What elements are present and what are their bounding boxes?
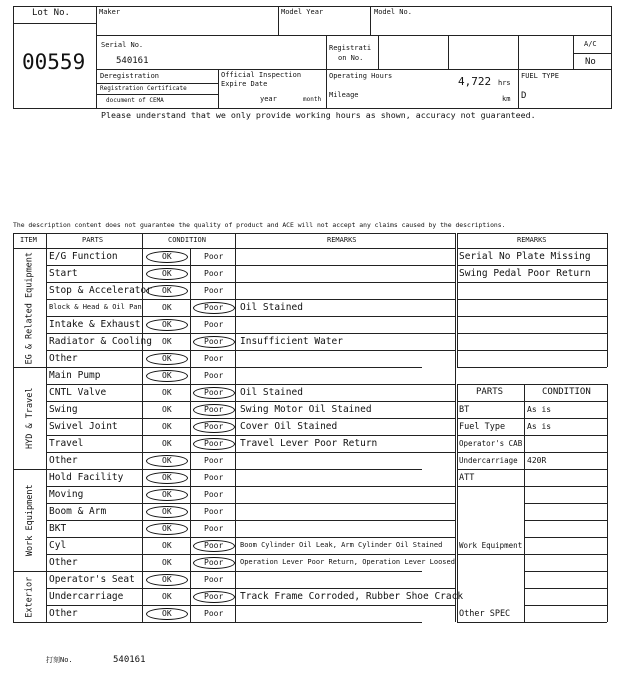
part-name: Start xyxy=(49,268,78,279)
stamp-label: 打刻No. xyxy=(46,656,73,664)
remark-text: Oil Stained xyxy=(240,387,303,398)
poor-option: Poor xyxy=(204,490,224,499)
remark-text: Cover Oil Stained xyxy=(240,421,338,432)
poor-selected-circle xyxy=(193,421,235,433)
part-name: Other xyxy=(49,608,78,619)
col-item-header: ITEM xyxy=(20,236,37,244)
km-unit: km xyxy=(502,95,511,103)
ok-option: OK xyxy=(162,575,172,584)
ok-option: OK xyxy=(162,252,172,261)
fuel-type-label: FUEL TYPE xyxy=(521,72,559,80)
right-part-name: Other SPEC xyxy=(459,609,511,619)
part-name: BKT xyxy=(49,523,67,534)
poor-option: Poor xyxy=(204,337,224,346)
poor-option: Poor xyxy=(204,422,224,431)
reg-certificate-label: Registration Certificate xyxy=(100,85,187,92)
ok-selected-circle xyxy=(146,489,188,501)
part-name: Other xyxy=(49,557,78,568)
ok-selected-circle xyxy=(146,285,188,297)
model-year-label: Model Year xyxy=(281,8,324,16)
right-condition-value: As is xyxy=(527,405,552,414)
inspection-label-2: Expire Date xyxy=(221,80,268,88)
ok-option: OK xyxy=(162,303,172,312)
part-name: Swing xyxy=(49,404,78,415)
part-name: E/G Function xyxy=(49,251,118,262)
right-condition-value: As is xyxy=(527,422,552,431)
poor-selected-circle xyxy=(193,438,235,450)
poor-option: Poor xyxy=(204,507,224,516)
right-part-name: ATT xyxy=(459,473,475,483)
right-parts-header: PARTS xyxy=(476,387,504,397)
ok-option: OK xyxy=(162,286,172,295)
category-label: Exterior xyxy=(24,576,35,618)
right-remarks-header: REMARKS xyxy=(517,236,547,244)
remark-text: Track Frame Corroded, Rubber Shoe Crack xyxy=(240,591,464,602)
year-label: year xyxy=(260,95,277,103)
ok-option: OK xyxy=(162,609,172,618)
poor-option: Poor xyxy=(204,354,224,363)
right-condition-header: CONDITION xyxy=(542,387,591,397)
part-name: Cyl xyxy=(49,540,67,551)
col-parts-header: PARTS xyxy=(82,236,104,244)
remark-text: Insufficient Water xyxy=(240,336,343,347)
ok-option: OK xyxy=(162,558,172,567)
ok-option: OK xyxy=(162,269,172,278)
part-name: Travel xyxy=(49,438,84,449)
poor-option: Poor xyxy=(204,456,224,465)
cema-label: document of CEMA xyxy=(106,97,164,104)
poor-option: Poor xyxy=(204,524,224,533)
poor-selected-circle xyxy=(193,557,235,569)
right-part-name: Fuel Type xyxy=(459,422,506,432)
ok-selected-circle xyxy=(146,319,188,331)
mileage-label: Mileage xyxy=(329,91,359,99)
poor-option: Poor xyxy=(204,388,224,397)
poor-option: Poor xyxy=(204,473,224,482)
ok-selected-circle xyxy=(146,574,188,586)
poor-selected-circle xyxy=(193,387,235,399)
ok-selected-circle xyxy=(146,523,188,535)
ac-label: A/C xyxy=(584,40,597,48)
poor-option: Poor xyxy=(204,371,224,380)
hrs-unit: hrs xyxy=(498,79,511,87)
remark-text: Swing Motor Oil Stained xyxy=(240,404,372,415)
operating-hours-value: 4,722 xyxy=(458,75,492,88)
right-remark-text: Serial No Plate Missing xyxy=(459,251,591,262)
poor-selected-circle xyxy=(193,404,235,416)
poor-selected-circle xyxy=(193,302,235,314)
poor-selected-circle xyxy=(193,336,235,348)
poor-option: Poor xyxy=(204,320,224,329)
ok-selected-circle xyxy=(146,472,188,484)
part-name: Other xyxy=(49,353,78,364)
poor-option: Poor xyxy=(204,558,224,567)
category-label: HYD & Travel xyxy=(24,387,35,449)
poor-option: Poor xyxy=(204,592,224,601)
part-name: Block & Head & Oil Pan xyxy=(49,303,142,311)
ok-selected-circle xyxy=(146,608,188,620)
ok-option: OK xyxy=(162,507,172,516)
stamp-value: 540161 xyxy=(113,655,146,665)
part-name: Radiator & Cooling xyxy=(49,336,152,347)
poor-option: Poor xyxy=(204,439,224,448)
category-label: Work Equipment xyxy=(24,484,35,557)
inspection-label: Official Inspection xyxy=(221,71,302,79)
ok-option: OK xyxy=(162,524,172,533)
maker-label: Maker xyxy=(99,8,121,16)
part-name: Hold Facility xyxy=(49,472,124,483)
serial-value: 540161 xyxy=(116,56,149,66)
remark-text: Boom Cylinder Oil Leak, Arm Cylinder Oil Stained xyxy=(240,541,443,549)
part-name: Operator's Seat xyxy=(49,574,135,585)
ok-option: OK xyxy=(162,592,172,601)
ok-selected-circle xyxy=(146,455,188,467)
poor-option: Poor xyxy=(204,405,224,414)
part-name: Swivel Joint xyxy=(49,421,118,432)
ok-option: OK xyxy=(162,473,172,482)
ok-selected-circle xyxy=(146,353,188,365)
lot-label: Lot No. xyxy=(32,8,70,18)
remark-text: Oil Stained xyxy=(240,302,303,313)
right-part-name: Work Equipment xyxy=(459,541,523,550)
right-condition-value: 420R xyxy=(527,456,547,465)
ok-option: OK xyxy=(162,388,172,397)
ok-option: OK xyxy=(162,337,172,346)
disclaimer: The description content does not guarantee the quality of product and ACE will not accept any claims caused by the descriptions. xyxy=(13,221,506,229)
part-name: Other xyxy=(49,455,78,466)
ok-option: OK xyxy=(162,490,172,499)
ok-option: OK xyxy=(162,354,172,363)
ac-value: No xyxy=(585,57,596,67)
poor-selected-circle xyxy=(193,540,235,552)
ok-selected-circle xyxy=(146,506,188,518)
poor-selected-circle xyxy=(193,591,235,603)
part-name: Moving xyxy=(49,489,84,500)
part-name: Intake & Exhaust xyxy=(49,319,141,330)
remark-text: Operation Lever Poor Return, Operation Lever Loosed xyxy=(240,558,455,566)
poor-option: Poor xyxy=(204,575,224,584)
poor-option: Poor xyxy=(204,286,224,295)
month-label: month xyxy=(303,96,322,103)
model-no-label: Model No. xyxy=(374,8,412,16)
ok-option: OK xyxy=(162,422,172,431)
ok-option: OK xyxy=(162,405,172,414)
ok-option: OK xyxy=(162,320,172,329)
poor-option: Poor xyxy=(204,252,224,261)
right-part-name: Operator's CAB xyxy=(459,439,523,448)
ok-option: OK xyxy=(162,456,172,465)
ok-selected-circle xyxy=(146,251,188,263)
ok-selected-circle xyxy=(146,268,188,280)
part-name: CNTL Valve xyxy=(49,387,107,398)
registration-label-2: on No. xyxy=(338,54,364,62)
part-name: Main Pump xyxy=(49,370,101,381)
poor-option: Poor xyxy=(204,269,224,278)
part-name: Undercarriage xyxy=(49,591,124,602)
col-remarks-header: REMARKS xyxy=(327,236,357,244)
operating-hours-label: Operating Hours xyxy=(329,72,393,80)
category-label: EG & Related Equipment xyxy=(24,251,35,365)
fuel-type-value: D xyxy=(521,91,527,101)
poor-option: Poor xyxy=(204,541,224,550)
remark-text: Travel Lever Poor Return xyxy=(240,438,378,449)
part-name: Stop & Accelerator xyxy=(49,285,152,296)
registration-label: Registrati xyxy=(329,44,372,52)
ok-option: OK xyxy=(162,541,172,550)
right-part-name: Undercarriage xyxy=(459,456,518,465)
right-remark-text: Swing Pedal Poor Return xyxy=(459,268,591,279)
poor-option: Poor xyxy=(204,303,224,312)
ok-selected-circle xyxy=(146,370,188,382)
hours-notice: Please understand that we only provide working hours as shown, accuracy not guaranteed. xyxy=(101,110,536,120)
col-condition-header: CONDITION xyxy=(168,236,206,244)
poor-option: Poor xyxy=(204,609,224,618)
serial-label: Serial No. xyxy=(101,41,144,49)
lot-value: 00559 xyxy=(22,50,86,74)
deregistration-label: Deregistration xyxy=(100,72,160,80)
ok-option: OK xyxy=(162,439,172,448)
right-part-name: BT xyxy=(459,405,470,415)
ok-option: OK xyxy=(162,371,172,380)
part-name: Boom & Arm xyxy=(49,506,107,517)
